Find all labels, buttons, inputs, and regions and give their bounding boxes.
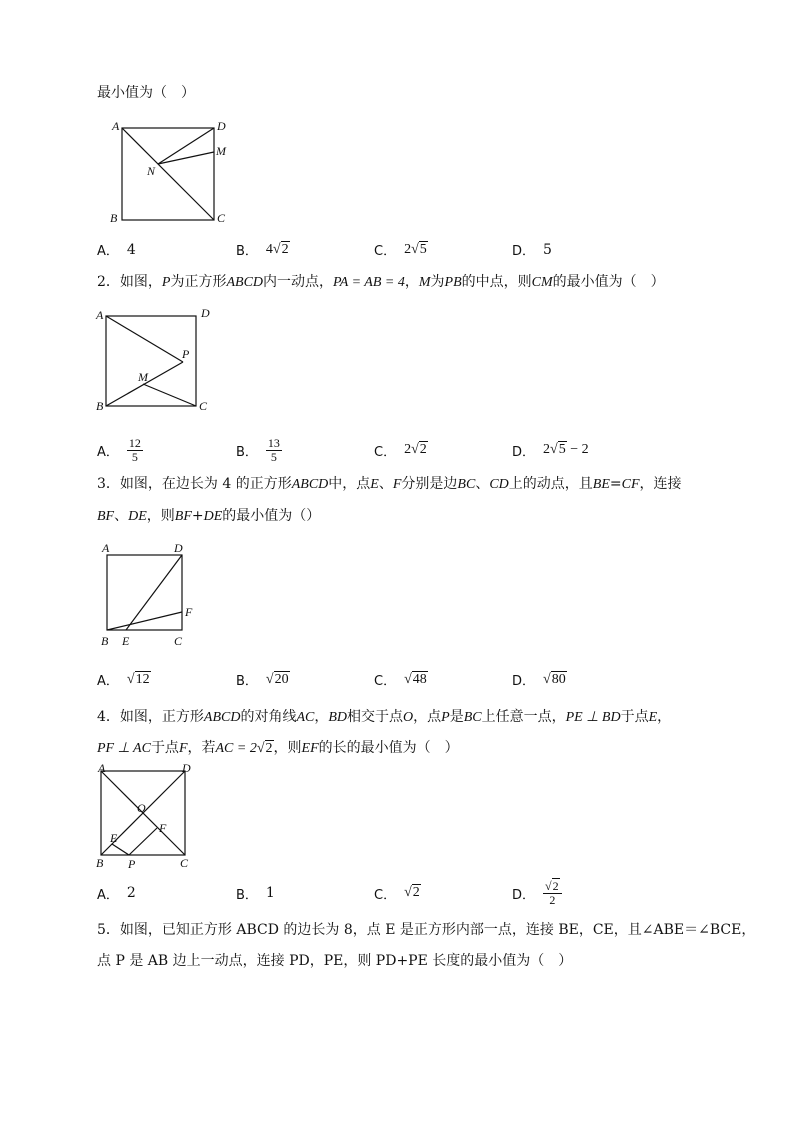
option-radical: √2 bbox=[404, 885, 420, 900]
q3-stem-line2: BF、DE，则BF+DE的最小值为（） bbox=[97, 508, 321, 524]
q2-label-m: M bbox=[138, 370, 148, 384]
option-letter: C． bbox=[374, 444, 397, 460]
q1-stem-tail: 最小值为（ ） bbox=[97, 85, 195, 101]
q3-label-e: E bbox=[122, 634, 130, 648]
q1-label-n: N bbox=[147, 164, 156, 178]
q3-option-b[interactable] bbox=[236, 670, 290, 689]
option-value: 1 bbox=[265, 885, 275, 901]
q1-label-a: A bbox=[112, 119, 120, 133]
q3-label-a: A bbox=[102, 541, 110, 555]
q2-square bbox=[106, 316, 196, 406]
q1-option-d[interactable] bbox=[512, 240, 552, 259]
option-letter: A． bbox=[97, 244, 119, 259]
q4-option-a[interactable] bbox=[97, 876, 136, 910]
option-value: 2 bbox=[126, 885, 136, 901]
q4-label-b: B bbox=[96, 856, 104, 870]
q1-label-m: M bbox=[216, 144, 226, 158]
q4-stem-line2: PF ⊥ AC于点F，若AC = 2√2，则EF的长的最小值为（ ） bbox=[97, 740, 459, 756]
q4-label-d: D bbox=[182, 761, 191, 775]
q2-options bbox=[97, 434, 697, 466]
q3-stem-line1: 3．如图，在边长为 4 的正方形ABCD中，点E、F分别是边BC、CD上的动点，且BE=CF，连接 bbox=[97, 476, 682, 492]
q2-option-d[interactable] bbox=[512, 434, 589, 466]
option-letter: A． bbox=[97, 887, 119, 903]
q3-option-d[interactable] bbox=[512, 670, 567, 689]
option-letter: D． bbox=[512, 674, 536, 689]
q2-stem: 2．如图，P为正方形ABCD内一动点，PA = AB = 4，M为PB的中点，则CM的最小值为（ ） bbox=[97, 274, 665, 290]
q4-stem-line1: 4．如图，正方形ABCD的对角线AC，BD相交于点O，点P是BC上任意一点，PE ⊥ BD于点E， bbox=[97, 709, 672, 725]
q4-figure bbox=[90, 762, 200, 874]
q2-option-b[interactable] bbox=[236, 434, 282, 466]
q3-label-c: C bbox=[174, 634, 183, 648]
q3-option-c[interactable] bbox=[374, 670, 428, 689]
q3-label-b: B bbox=[101, 634, 109, 648]
option-letter: C． bbox=[374, 887, 397, 903]
option-radical: 4√2 bbox=[265, 241, 289, 257]
q4-segment-pf bbox=[129, 828, 157, 855]
q3-label-d: D bbox=[174, 541, 183, 555]
q3-segment-bf bbox=[107, 612, 182, 630]
q4-option-d[interactable] bbox=[512, 876, 562, 910]
q4-label-c: C bbox=[180, 856, 189, 870]
q1-label-b: B bbox=[110, 211, 118, 225]
option-letter: D． bbox=[512, 444, 536, 460]
q1-label-d: D bbox=[217, 119, 226, 133]
q2-segment-mc bbox=[143, 384, 196, 406]
option-letter: A． bbox=[97, 674, 119, 689]
option-letter: D． bbox=[512, 244, 536, 259]
q1-option-a[interactable] bbox=[97, 240, 136, 259]
option-letter: B． bbox=[236, 244, 258, 259]
q1-option-b[interactable] bbox=[236, 240, 290, 259]
q2-label-p: P bbox=[182, 347, 190, 361]
q3-square bbox=[107, 555, 182, 630]
q4-option-c[interactable] bbox=[374, 876, 421, 910]
q3-options bbox=[97, 670, 697, 692]
option-value: 4 bbox=[126, 241, 136, 258]
q4-option-b[interactable] bbox=[236, 876, 275, 910]
q1-label-c: C bbox=[217, 211, 226, 225]
q4-label-a: A bbox=[98, 761, 106, 775]
q4-label-p: P bbox=[128, 857, 136, 871]
option-fraction: $\frac{12}{5}$ bbox=[128, 435, 141, 464]
q1-option-c[interactable] bbox=[374, 240, 428, 259]
option-fraction: $\frac{13}{5}$ bbox=[267, 435, 280, 464]
option-letter: C． bbox=[374, 244, 397, 259]
q2-label-c: C bbox=[199, 399, 208, 413]
q1-figure bbox=[108, 118, 233, 228]
q2-label-d: D bbox=[201, 306, 210, 320]
option-radical: 2√5 − 2 bbox=[543, 442, 589, 457]
q5-stem-line2: 点 P 是 AB 边上一动点，连接 PD，PE，则 PD+PE 长度的最小值为（ ） bbox=[97, 953, 573, 969]
option-radical: √48 bbox=[404, 671, 427, 687]
option-letter: B． bbox=[236, 674, 258, 689]
option-letter: B． bbox=[236, 444, 258, 460]
option-radical: √20 bbox=[265, 671, 289, 687]
q4-segment-pe bbox=[112, 844, 129, 855]
q3-figure bbox=[96, 540, 206, 652]
q2-label-b: B bbox=[96, 399, 104, 413]
q2-option-c[interactable] bbox=[374, 434, 428, 466]
q4-options bbox=[97, 876, 697, 910]
option-fraction: $\frac{√2}{2}$ bbox=[543, 880, 562, 907]
option-letter: B． bbox=[236, 887, 258, 903]
option-radical: √12 bbox=[126, 671, 150, 687]
q5-stem-line1: 5．如图，已知正方形 ABCD 的边长为 8，点 E 是正方形内部一点，连接 BE，CE，且∠ABE＝∠BCE， bbox=[97, 922, 756, 938]
option-radical: 2√2 bbox=[404, 442, 427, 457]
q1-diagonal-ac bbox=[122, 128, 214, 220]
q1-options bbox=[97, 240, 697, 262]
q2-option-a[interactable] bbox=[97, 434, 143, 466]
option-value: 5 bbox=[543, 241, 552, 258]
q4-label-e: E bbox=[110, 831, 118, 845]
option-letter: C． bbox=[374, 674, 397, 689]
option-letter: D． bbox=[512, 887, 536, 903]
q3-label-f: F bbox=[185, 605, 193, 619]
option-letter: A． bbox=[97, 444, 119, 460]
q3-option-a[interactable] bbox=[97, 670, 151, 689]
q4-label-o: O bbox=[137, 801, 146, 815]
option-radical: √80 bbox=[543, 671, 566, 687]
q2-label-a: A bbox=[96, 308, 104, 322]
q4-label-f: F bbox=[159, 821, 167, 835]
option-radical: 2√5 bbox=[404, 241, 427, 257]
q2-segment-ap bbox=[106, 316, 183, 362]
q2-figure bbox=[93, 306, 223, 416]
